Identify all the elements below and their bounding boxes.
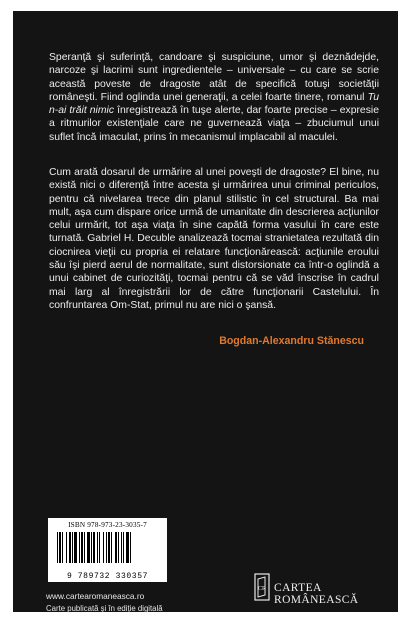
barcode: [48, 518, 167, 582]
barcode-number: 9 789732 330357: [66, 572, 148, 581]
book-title: Tu n-ai trăit nimic: [49, 91, 379, 117]
publisher-website[interactable]: www.cartearomaneasca.ro: [46, 591, 145, 601]
review-author: Bogdan-Alexandru Stănescu: [219, 335, 364, 347]
blurb-text: Speranţă şi suferinţă, candoare şi suspiciune, umor şi deznădejde, narcoze şi lacrimi sunt ingredientele – universale – cu care se scrie această poveste de dragoste atât de specifică totuşi societăţii româneşti. Fiind oglinda unei generaţii, a celei foarte tinere, romanul: [49, 52, 379, 103]
blurb-text: înregistrează în tuşe alerte, dar foarte precise – expresie a ritmurilor existenţiale care ne guvernează viaţa – zbuciumul unui suflet încă imaculat, prins în mecanismul implacabil al maculei.: [49, 105, 379, 143]
publisher-name: CARTEA ROMÂNEASCĂ: [274, 582, 359, 606]
blurb-paragraph-2: Cum arată dosarul de urmărire al unei poveşti de dragoste? El bine, nu există nici o diferenţă între acesta şi urmărirea unui criminal periculos, pentru că nivelarea trece din planul stilistic în cel structural. Ba mai mult, aşa cum dispare orice urmă de umanitate din descrierea acţiunilor celui urmărit, tot aşa viaţa în sine capătă forma vasului în care este turnată. Gabriel H. Decuble analizează tocmai stranietatea rezultată din ciocnirea vieţii cu propria ei relatare funcţionărească: acţiunile eroului său îşi pierd aerul de normalitate, sunt distorsionate ca într-o oglindă a unui cabinet de curiozităţi, tocmai pentru că se văd înscrise în cadrul mai larg al înregistrării lor de către funcţionarii Castelului. În confruntarea Om-Stat, primul nu are nici o şansă.: [49, 167, 379, 311]
svg-text:CR: CR: [257, 586, 267, 592]
back-cover: [13, 11, 398, 612]
barcode-bars: [57, 532, 163, 570]
digital-edition-note: Carte publicată şi în ediţie digitală: [46, 604, 163, 613]
blurb-paragraph-1: [49, 51, 379, 144]
isbn-label: ISBN 978-973-23-3035-7: [68, 521, 147, 529]
cr-logo-icon: [254, 573, 270, 601]
